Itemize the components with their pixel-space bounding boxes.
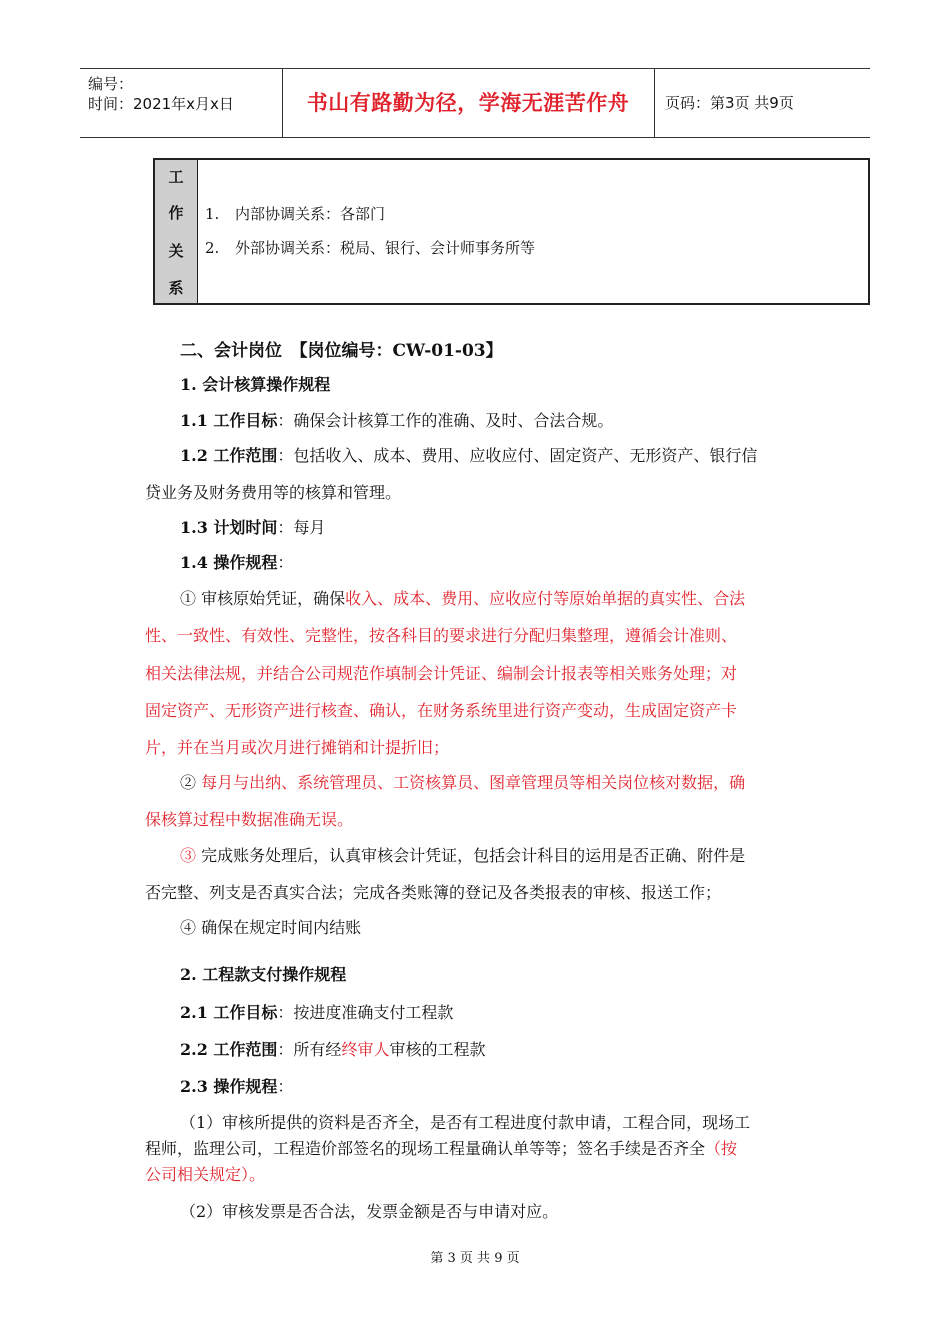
paragraph-continued: 贷业务及财务费用等的核算和管理。 [145,483,402,502]
op-item: ④ 确保在规定时间内结账 [180,918,362,937]
header-meta [80,69,283,137]
paragraph: 2.2 工作范围：所有经终审人审核的工程款 [180,1040,486,1059]
subsection-title: 1. 会计核算操作规程 [180,375,331,394]
work-relations-label [155,160,198,303]
op-item-continued: 性、一致性、有效性、完整性，按各科目的要求进行分配归集整理，遵循会计准则、 [145,626,738,645]
op-item-continued: 相关法律法规，并结合公司规范作填制会计凭证、编制会计报表等相关账务处理；对 [145,664,738,683]
relation-item: 2. 外部协调关系：税局、银行、会计师事务所等 [205,239,536,257]
op-item-continued: 固定资产、无形资产进行核查、确认，在财务系统里进行资产变动，生成固定资产卡 [145,701,738,720]
paragraph: 2.3 操作规程： [180,1077,294,1096]
op-item-continued: 公司相关规定）。 [145,1165,266,1184]
paragraph: 1.2 工作范围：包括收入、成本、费用、应收应付、固定资产、无形资产、银行信 [180,446,758,465]
code-label: 编号： [88,75,134,93]
subsection-title: 2. 工程款支付操作规程 [180,965,347,984]
page-header [80,68,870,138]
page-footer: 第 3 页 共 9 页 [430,1251,520,1266]
section-title: 二、会计岗位 【岗位编号：CW-01-03】 [180,341,503,361]
op-item: （2）审核发票是否合法，发票金额是否与申请对应。 [180,1202,559,1221]
label-char: 关 [168,242,184,260]
label-char: 作 [168,204,184,222]
op-item-continued: 否完整、列支是否真实合法；完成各类账簿的登记及各类报表的审核、报送工作； [145,883,722,902]
work-relations-table [153,158,870,305]
header-page-info: 页码：第3页 共9页 [665,94,794,112]
label-char: 工 [168,168,184,186]
op-item: ② 每月与出纳、系统管理员、工资核算员、图章管理员等相关岗位核对数据，确 [180,773,746,792]
paragraph: 1.1 工作目标：确保会计核算工作的准确、及时、合法合规。 [180,411,614,430]
op-item: ③ 完成账务处理后，认真审核会计凭证，包括会计科目的运用是否正确、附件是 [180,846,746,865]
op-item: ① 审核原始凭证，确保收入、成本、费用、应收应付等原始单据的真实性、合法 [180,589,746,608]
op-item-continued: 片，并在当月或次月进行摊销和计提折旧； [145,738,450,757]
paragraph: 1.4 操作规程： [180,553,294,572]
paragraph: 2.1 工作目标：按进度准确支付工程款 [180,1003,454,1022]
relation-item: 1. 内部协调关系：各部门 [205,205,386,223]
label-char: 系 [168,279,184,297]
op-item-continued: 程师，监理公司，工程造价部签名的现场工程量确认单等等；签名手续是否齐全（按 [145,1139,738,1158]
op-item-continued: 保核算过程中数据准确无误。 [145,810,354,829]
header-motto: 书山有路勤为径，学海无涯苦作舟 [282,69,655,137]
time-label: 时间：2021年x月x日 [88,95,234,113]
paragraph: 1.3 计划时间：每月 [180,518,326,537]
op-item: （1）审核所提供的资料是否齐全，是否有工程进度付款申请，工程合同，现场工 [180,1113,751,1132]
